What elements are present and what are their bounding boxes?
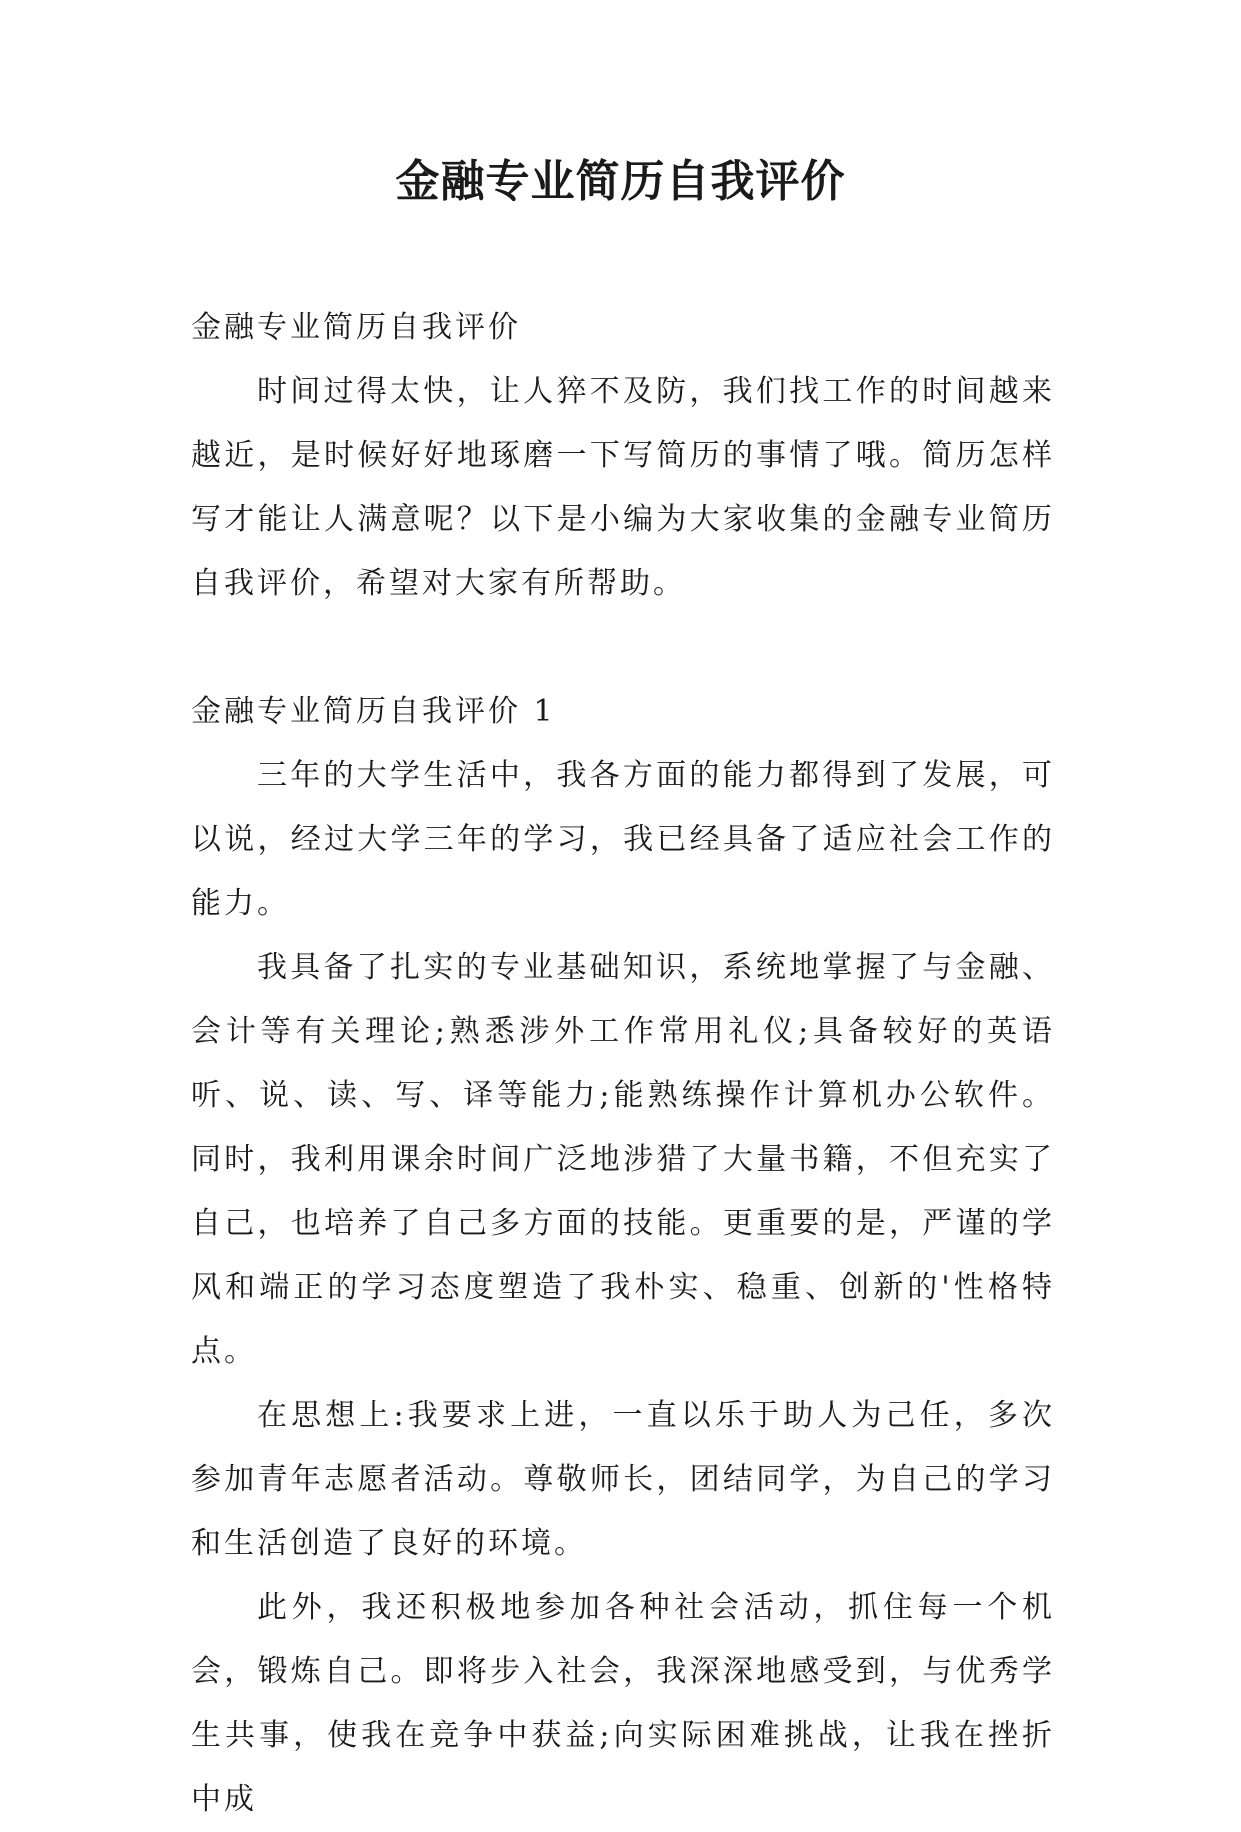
section-spacer [191, 616, 1055, 680]
section1-paragraph-3: 在思想上:我要求上进，一直以乐于助人为己任，多次参加青年志愿者活动。尊敬师长，团结同学，为自己的学习和生活创造了良好的环境。 [191, 1398, 1055, 1561]
section1-paragraph-1: 三年的大学生活中，我各方面的能力都得到了发展，可以说，经过大学三年的学习，我已经具备了适应社会工作的能力。 [191, 758, 1055, 921]
document-title: 金融专业简历自我评价 [395, 156, 846, 207]
section1-paragraph-4: 此外，我还积极地参加各种社会活动，抓住每一个机会，锻炼自己。即将步入社会，我深深地感受到，与优秀学生共事，使我在竞争中获益;向实际困难挑战，让我在挫折中成 [191, 1590, 1055, 1817]
document-body [191, 296, 1055, 1832]
intro-paragraph: 时间过得太快，让人猝不及防，我们找工作的时间越来越近，是时候好好地琢磨一下写简历的事情了哦。简历怎样写才能让人满意呢？以下是小编为大家收集的金融专业简历自我评价，希望对大家有所帮助。 [191, 374, 1055, 601]
section1-heading: 金融专业简历自我评价 1 [191, 694, 556, 729]
intro-heading: 金融专业简历自我评价 [191, 310, 521, 345]
section1-paragraph-2: 我具备了扎实的专业基础知识，系统地掌握了与金融、会计等有关理论;熟悉涉外工作常用礼仪;具备较好的英语听、说、读、写、译等能力;能熟练操作计算机办公软件。同时，我利用课余时间广泛地涉猎了大量书籍，不但充实了自己，也培养了自己多方面的技能。更重要的是，严谨的学风和端正的学习态度塑造了我朴实、稳重、创新的'性格特点。 [191, 950, 1055, 1369]
